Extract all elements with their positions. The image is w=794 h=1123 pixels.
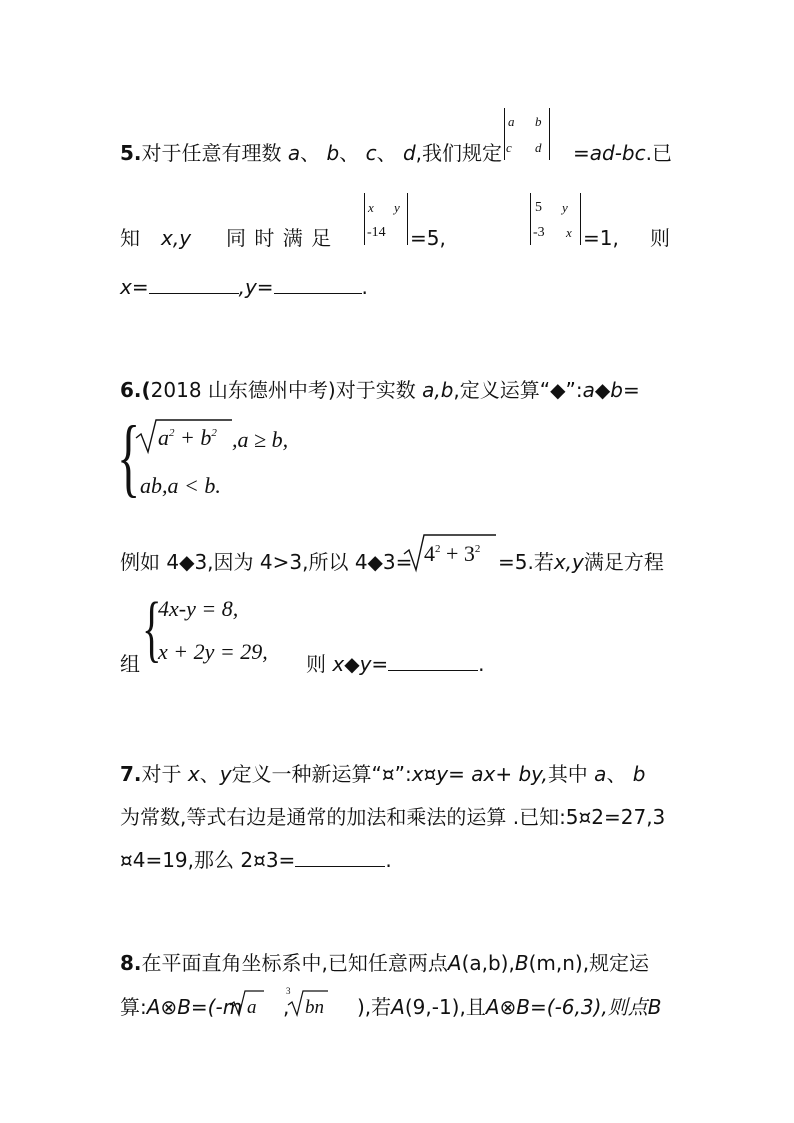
q5-line2-zhi: 知 (120, 226, 140, 250)
q5-then: 则 (650, 226, 670, 250)
page: 5.对于任意有理数 a、 b、 c、 d,我们规定 a b c d =ad-bc.已 知 x,y 同 时 满 足 x y -14 =5, 5 y -3 x =1, 则 x= ,y= . 6.(2018 山东德州中考)对于实数 a,b,定义运算“◆”:a◆b= { $a^2 + b^2$ ,a ≥ b, ab,a < b. 例如 4◆3,因为 4>3,所以 4◆3= $4^2 + 3^2$ =5.若x,y满足方程 { 4x-y = 8, x + 2y = 29, 组 则 x◆y= . 7.对于 x、y定义一种新运算“¤”:x¤y= ax+ by,其中 a、 b 为常数,等式右边是通常的加法和乘法的运算 .已知:5¤2=27,3 ¤4=19,那么 2¤3= . 8.在平面直角坐标系中,已知任意两点A(a,b),B(m,n),规定运 算:A⊗B=(-m a , 3 bn ),若A(9,-1),且A⊗B=(-6,3),则点B (0, 0, 794, 1123)
q8-line1: 8.在平面直角坐标系中,已知任意两点A(a,b),B(m,n),规定运 (120, 951, 650, 975)
q6-piece1-cond: ,a ≥ b, (232, 427, 289, 452)
q7-line3: ¤4=19,那么 2¤3= . (120, 848, 392, 872)
q5-xy: x,y (161, 226, 192, 250)
q6-ask-expr: x◆y= (332, 652, 389, 676)
q6-example-root: $4^2 + 3^2$ (424, 541, 481, 566)
q6-example-a: 例如 4◆3,因为 4>3,所以 4◆3= (120, 550, 413, 574)
q6-number: 6.( (120, 378, 151, 402)
q6-op-expr: a◆b= (582, 378, 640, 402)
q7-blank[interactable] (295, 848, 385, 867)
q6-line1: 6.(2018 山东德州中考)对于实数 a,b,定义运算“◆”:a◆b= (120, 378, 640, 402)
q8-cube-index: 3 (286, 986, 291, 996)
q6-sqrt-content: $a^2 + b^2$ (158, 425, 217, 450)
q5-blank-x[interactable] (149, 275, 239, 294)
q6-eq1: 4x-y = 8, (158, 596, 239, 621)
q5-blank-y[interactable] (274, 275, 362, 294)
q7-number: 7. (120, 762, 142, 786)
q7-line1: 7.对于 x、y定义一种新运算“¤”:x¤y= ax+ by,其中 a、 b (120, 762, 646, 786)
q6-piece2: ab,a < b. (140, 473, 221, 498)
q5-ad-bc: ad-bc (589, 141, 646, 165)
q6-eq2: x + 2y = 29, (158, 639, 268, 664)
q5-answer-line: x= ,y= . (120, 275, 368, 299)
q6-piecewise-brace: { (117, 409, 141, 506)
q5-definition: =ad-bc.已 (573, 141, 672, 165)
q5-det1-result: =5, (410, 226, 446, 250)
det-right-bar (549, 108, 550, 160)
q8-number: 8. (120, 951, 142, 975)
q8-op: A⊗B=(-m (146, 995, 243, 1019)
q5-det2-result: =1, (583, 226, 619, 250)
q7-line2: 为常数,等式右边是通常的加法和乘法的运算 .已知:5¤2=27,3 (120, 805, 666, 829)
q5-intro: 对于任意有理数 (141, 141, 282, 165)
q6-zu: 组 (120, 652, 140, 676)
q6-example-b: =5.若x,y满足方程 (498, 550, 664, 574)
q8-line2-rest: ),若A(9,-1),且A⊗B=(-6,3),则点B (357, 995, 662, 1019)
q5-satisfy: 同 时 满 足 (226, 226, 333, 250)
q5-line1: 5.对于任意有理数 a、 b、 c、 d,我们规定 (120, 141, 502, 165)
q5-ans-x-label: x= (120, 275, 149, 299)
q8-line2-start: 算:A⊗B=(-m (120, 995, 243, 1019)
q6-system-brace: { (142, 588, 162, 670)
q6-blank[interactable] (388, 652, 478, 671)
q5-number: 5 (120, 141, 134, 165)
q8-root-a: a (247, 997, 257, 1018)
q8-root-bn: bn (305, 997, 324, 1018)
q7-formula: x¤y= ax+ by, (411, 762, 548, 786)
q5-rule-text: ,我们规定 (415, 141, 502, 165)
q5-ans-y-label: ,y= (238, 275, 274, 299)
q6-source: 2018 山东德州中考 (150, 378, 328, 402)
q6-ask: 则 x◆y= . (306, 652, 485, 676)
